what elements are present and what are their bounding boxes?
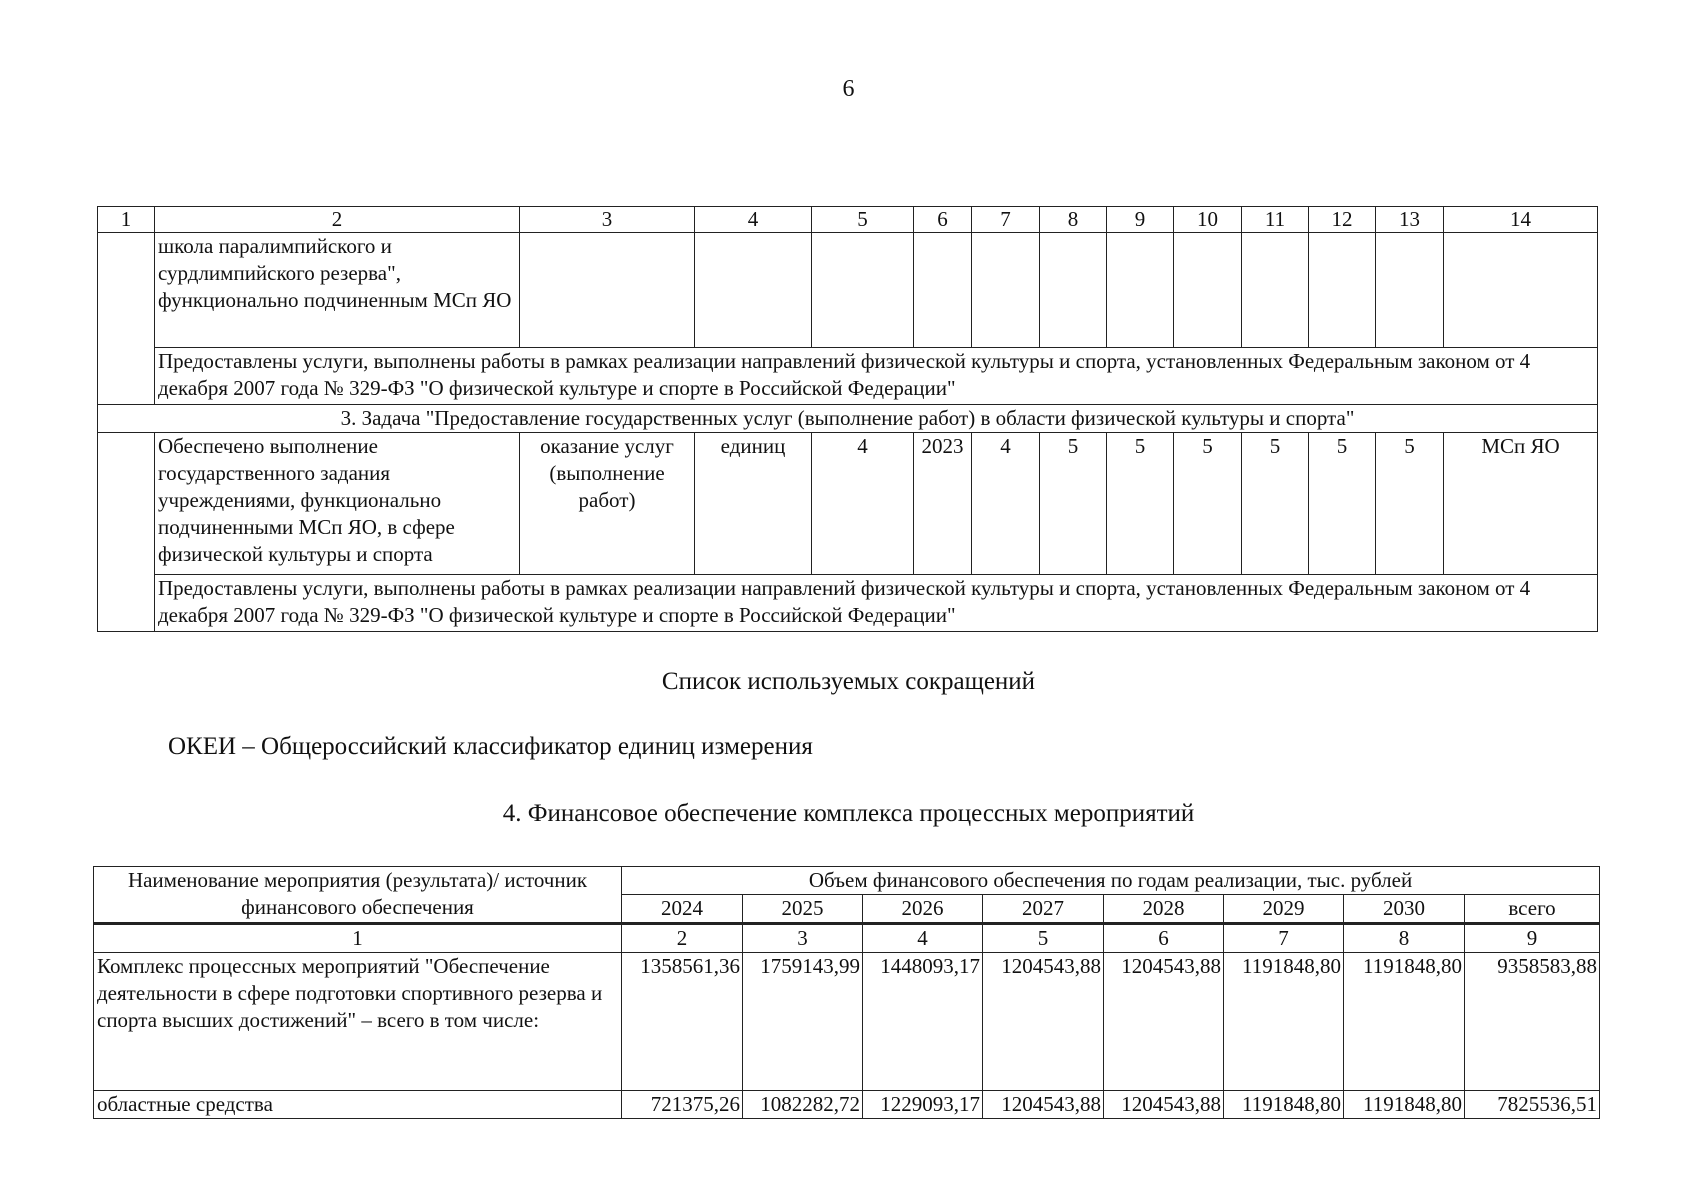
- column-number: 1: [94, 924, 622, 953]
- column-number: 14: [1444, 207, 1598, 233]
- financing-group-header: Объем финансового обеспечения по годам реализации, тыс. рублей: [622, 867, 1600, 895]
- name-column-header: Наименование мероприятия (результата)/ источник финансового обеспечения: [94, 867, 622, 924]
- base-value-cell: 4: [812, 433, 914, 575]
- result-name-cell: школа паралимпийского и сурдлимпийского резерва", функционально подчиненным МСп ЯО: [155, 233, 520, 348]
- value-cell: 4: [972, 433, 1040, 575]
- column-number: 8: [1040, 207, 1107, 233]
- amount-cell: 721375,26: [622, 1091, 743, 1119]
- table-row: [98, 433, 1598, 575]
- amount-cell: 1204543,88: [1104, 953, 1224, 1091]
- abbreviation-item: ОКЕИ – Общероссийский классификатор единиц измерения: [168, 733, 813, 760]
- year-header: 2030: [1344, 895, 1465, 924]
- result-note-cell: Предоставлены услуги, выполнены работы в рамках реализации направлений физической культуры и спорта, установленных Федеральным законом от 4 декабря 2007 года № 329-ФЗ "О физической культуре и спорте в Российской Федерации": [155, 348, 1598, 405]
- table-row: [98, 575, 1598, 632]
- amount-cell: 1448093,17: [863, 953, 983, 1091]
- year-header: всего: [1465, 895, 1600, 924]
- amount-cell: 1191848,80: [1344, 1091, 1465, 1119]
- total-cell: 9358583,88: [1465, 953, 1600, 1091]
- amount-cell: 1191848,80: [1224, 953, 1344, 1091]
- empty-cell: [1376, 233, 1444, 348]
- funding-source-cell: областные средства: [94, 1091, 622, 1119]
- empty-cell: [1444, 233, 1598, 348]
- abbreviations-title: Список используемых сокращений: [661, 668, 1036, 695]
- year-header: 2029: [1224, 895, 1344, 924]
- result-type-cell: оказание услуг (выполнение работ): [520, 433, 695, 575]
- value-cell: 5: [1174, 433, 1242, 575]
- measure-name-cell: Комплекс процессных мероприятий "Обеспечение деятельности в сфере подготовки спортивного резерва и спорта высших достижений" – всего в том числе:: [94, 953, 622, 1091]
- section-title: 4. Финансовое обеспечение комплекса процессных мероприятий: [502, 800, 1195, 827]
- result-note-cell: Предоставлены услуги, выполнены работы в рамках реализации направлений физической культуры и спорта, установленных Федеральным законом от 4 декабря 2007 года № 329-ФЗ "О физической культуре и спорте в Российской Федерации": [155, 575, 1598, 632]
- empty-cell: [914, 233, 972, 348]
- table-number-row: [94, 924, 1600, 953]
- table-header-row: [94, 867, 1600, 895]
- amount-cell: 1229093,17: [863, 1091, 983, 1119]
- empty-cell: [1309, 233, 1376, 348]
- empty-cell: [695, 233, 812, 348]
- column-number: 2: [155, 207, 520, 233]
- year-header: 2027: [983, 895, 1104, 924]
- amount-cell: 1759143,99: [743, 953, 863, 1091]
- page-number: 6: [842, 76, 855, 102]
- empty-cell: [812, 233, 914, 348]
- empty-cell: [1040, 233, 1107, 348]
- amount-cell: 1191848,80: [1224, 1091, 1344, 1119]
- total-cell: 7825536,51: [1465, 1091, 1600, 1119]
- year-header: 2025: [743, 895, 863, 924]
- column-number: 9: [1465, 924, 1600, 953]
- column-number: 10: [1174, 207, 1242, 233]
- column-number: 2: [622, 924, 743, 953]
- empty-cell: [1242, 233, 1309, 348]
- column-number: 7: [1224, 924, 1344, 953]
- year-header: 2028: [1104, 895, 1224, 924]
- value-cell: 5: [1107, 433, 1174, 575]
- value-cell: 5: [1242, 433, 1309, 575]
- table-header-row: [98, 207, 1598, 233]
- empty-cell: [972, 233, 1040, 348]
- column-number: 6: [1104, 924, 1224, 953]
- financing-table: [93, 866, 1600, 1119]
- column-number: 6: [914, 207, 972, 233]
- column-number: 12: [1309, 207, 1376, 233]
- amount-cell: 1204543,88: [983, 1091, 1104, 1119]
- base-year-cell: 2023: [914, 433, 972, 575]
- task-heading-cell: 3. Задача "Предоставление государственных услуг (выполнение работ) в области физической культуры и спорта": [98, 405, 1598, 433]
- table-row: [94, 953, 1600, 1091]
- column-number: 5: [812, 207, 914, 233]
- column-number: 1: [98, 207, 155, 233]
- column-number: 3: [743, 924, 863, 953]
- column-number: 4: [863, 924, 983, 953]
- amount-cell: 1082282,72: [743, 1091, 863, 1119]
- column-number: 7: [972, 207, 1040, 233]
- amount-cell: 1191848,80: [1344, 953, 1465, 1091]
- year-header: 2024: [622, 895, 743, 924]
- empty-cell: [1174, 233, 1242, 348]
- value-cell: 5: [1040, 433, 1107, 575]
- empty-cell: [520, 233, 695, 348]
- column-number: 13: [1376, 207, 1444, 233]
- column-number: 11: [1242, 207, 1309, 233]
- year-header: 2026: [863, 895, 983, 924]
- column-number: 8: [1344, 924, 1465, 953]
- result-name-cell: Обеспечено выполнение государственного задания учреждениями, функционально подчиненными МСп ЯО, в сфере физической культуры и спорта: [155, 433, 520, 575]
- results-table: [97, 206, 1598, 632]
- column-number: 5: [983, 924, 1104, 953]
- table-row: [98, 405, 1598, 433]
- responsible-cell: МСп ЯО: [1444, 433, 1598, 575]
- column-number: 4: [695, 207, 812, 233]
- amount-cell: 1204543,88: [983, 953, 1104, 1091]
- table-row: [94, 1091, 1600, 1119]
- table-row: [98, 233, 1598, 348]
- row-number-cell: [98, 433, 155, 632]
- empty-cell: [1107, 233, 1174, 348]
- unit-cell: единиц: [695, 433, 812, 575]
- table-row: [98, 348, 1598, 405]
- row-number-cell: [98, 233, 155, 405]
- value-cell: 5: [1376, 433, 1444, 575]
- column-number: 3: [520, 207, 695, 233]
- value-cell: 5: [1309, 433, 1376, 575]
- amount-cell: 1204543,88: [1104, 1091, 1224, 1119]
- amount-cell: 1358561,36: [622, 953, 743, 1091]
- column-number: 9: [1107, 207, 1174, 233]
